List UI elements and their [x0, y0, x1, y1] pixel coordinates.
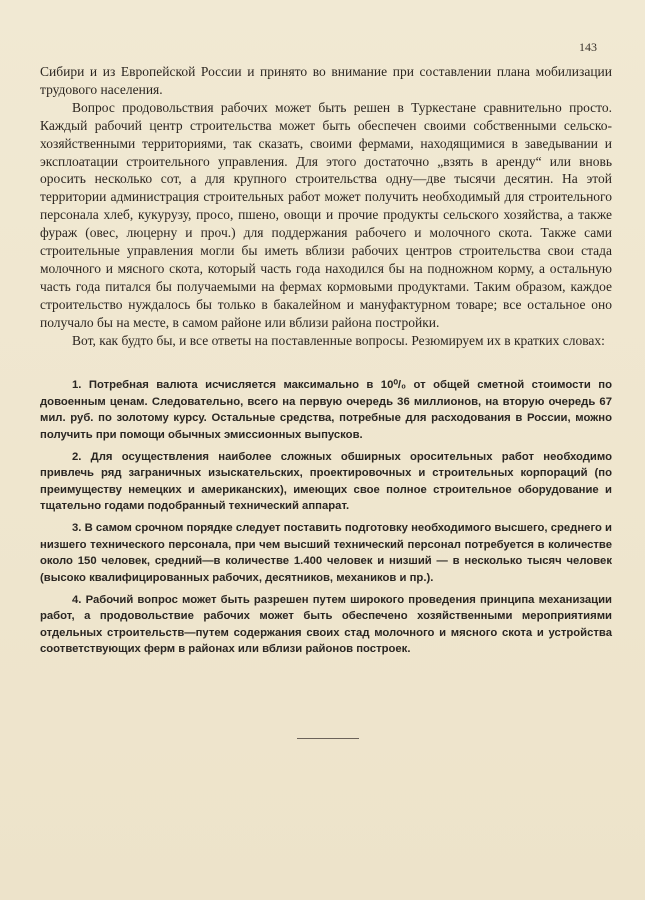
summary-point-2: 2. Для осуществления наиболее сложных обширных оросительных работ необходимо привлечь ряд заграничных изыскательских, проектировочных и строительных корпораций (по преимуществу немецких и американских), имеющих свое полное строительное оборудование и тщательно годами подобранный технический аппарат. — [40, 450, 612, 512]
summary-point-1: 1. Потребная валюта исчисляется максимально в 10⁰/₀ от общей сметной стоимости по довоенным ценам. Следовательно, всего на первую очередь 36 миллионов, на вторую очередь 67 мил. руб. по золотому курсу. Остальные средства, потребные для расходования в России, можно получить при помощи обычных эмиссионных выпусков. — [40, 379, 612, 441]
page-number: 143 — [579, 40, 597, 54]
summary-point-3: 3. В самом срочном порядке следует поставить подготовку необходимого высшего, среднего и низшего технического персонала, при чем высший технический персонал потребуется в количестве около 150 человек, средний—в количестве 1.400 человек и низший — в несколько тысяч человек (высоко квалифицированных рабочих, десятников, механиков и пр.). — [40, 522, 612, 584]
summary-list — [40, 377, 612, 663]
paragraph-continuation: Сибири и из Европейской России и принято во внимание при составлении плана мобилизации трудового населения. — [40, 64, 612, 97]
paragraph-summary-intro: Вот, как будто бы, и все ответы на поставленные вопросы. Резюмируем их в кратких словах: — [72, 332, 605, 348]
body-text — [40, 63, 612, 350]
section-divider — [297, 738, 359, 739]
paragraph-food-supply: Вопрос продовольствия рабочих может быть решен в Туркестане сравнительно просто. Каждый рабочий центр строительства может быть обеспечен своими собственными сельско-хозяйственными территориями, так сказать, своими фермами, находящимися в заведывании и эксплоатации строительного управления. Для этого достаточно „взять в аренду“ или вновь оросить несколько сот, а для крупного строительства одну—две тысячи десятин. На этой территории администрация строительных работ может получить необходимый для строительного персонала хлеб, кукурузу, просо, пшено, овощи и прочие продукты сельского хозяйства, а также фураж (овес, люцерну и проч.) для поддержания рабочего и молочного скота. Также сами строительные управления могли бы иметь вблизи рабочих центров строительства свои стада молочного и мясного скота, который часть года находился бы на подножном корму, а остальную часть года питался бы получаемыми на фермах кормовыми продуктами. Таким образом, каждое строительство нуждалось бы только в бакалейном и мануфактурном товаре; все остальное оно получало бы на месте, в самом районе или вблизи района постройки. — [40, 99, 612, 330]
summary-point-4: 4. Рабочий вопрос может быть разрешен путем широкого проведения принципа механизации работ, а продовольствие рабочих может быть обеспечено хозяйственными мероприятиями отдельных строительств—путем содержания своих стад молочного и мясного скота и устройства соответствующих ферм в районах или вблизи районов построек. — [40, 593, 612, 655]
